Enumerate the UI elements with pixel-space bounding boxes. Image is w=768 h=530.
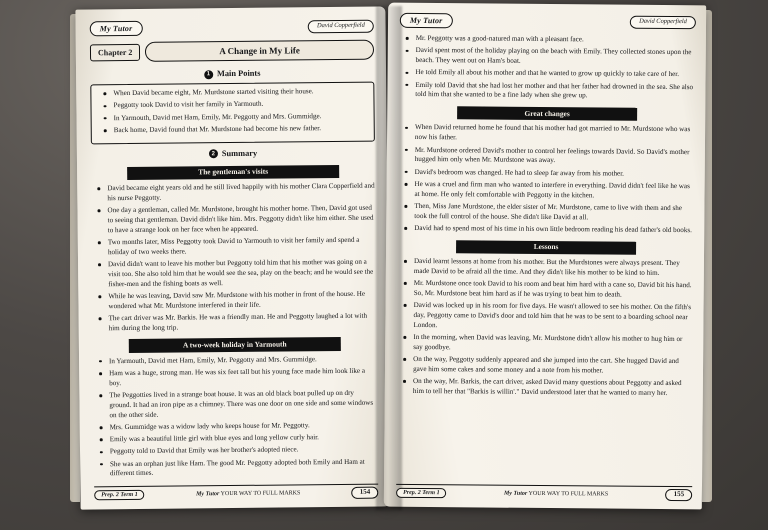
list-item: David didn't want to leave his mother but Peggotty told him that his mother was going on a visit too. She also told him that he would see the sea, play on the beach; and he would see the fisher-men and the fishing boats as well.	[102, 258, 376, 290]
chapter-header	[90, 40, 374, 63]
series-badge: Prep. 2 Term 1	[94, 490, 145, 501]
list-item: David's bedroom was changed. He had to sleep far away from his mother.	[409, 167, 695, 179]
list-item: Back home, David found that Mr. Murdstone had become his new father.	[108, 124, 368, 136]
list-item: Peggotty told to David that Emily was her brother's adopted niece.	[104, 445, 378, 457]
page-number: 155	[666, 489, 693, 501]
right-running-head	[400, 13, 696, 30]
list-item: On the way, Peggotty suddenly appeared and she jumped into the cart. She hugged David and gave him some cakes and some money and a note from his mother.	[407, 355, 693, 377]
great-changes-list	[398, 123, 695, 236]
list-item: One day a gentleman, called Mr. Murdstone, brought his mother home. Then, David got used to seeing that gentleman. David didn't like him. Mrs. Peggotty didn't like him either. She used to have a strange look on her face when he appeared.	[101, 204, 375, 236]
subsection-yarmouth-holiday: A two-week holiday in Yarmouth	[129, 337, 342, 352]
summary-heading	[91, 147, 375, 161]
list-item: In Yarmouth, David met Ham, Emily, Mr. Peggotty and Mrs. Gummidge.	[108, 111, 368, 123]
left-page	[90, 19, 379, 502]
footer-slogan-text: YOUR WAY TO FULL MARKS	[220, 490, 301, 498]
page-number: 154	[352, 487, 379, 499]
section-number-2: 2	[209, 150, 218, 159]
list-item: Emily was a beautiful little girl with blue eyes and long yellow curly hair.	[104, 433, 378, 445]
list-item: Ham was a huge, strong man. He was six feet tall but his young face made him look like a boy.	[103, 367, 377, 389]
subsection-great-changes: Great changes	[457, 107, 637, 122]
subsection-gentlemans-visits: The gentleman's visits	[127, 165, 340, 180]
list-item: Mrs. Gummidge was a widow lady who keeps house for Mr. Peggotty.	[104, 420, 378, 432]
list-item: She was an orphan just like Ham. The good Mr. Peggotty adopted both Emily and Ham at different times.	[104, 457, 378, 479]
list-item: He told Emily all about his mother and that he wanted to grow up quickly to take care of her.	[409, 68, 695, 80]
list-item: David learnt lessons at home from his mother. But the Murdstones were always present. They made David to be afraid all the time. And they didn't like his mother to be kind to him.	[408, 257, 694, 279]
chapter-number: Chapter 2	[90, 44, 140, 62]
list-item: David spent most of the holiday playing on the beach with Emily. They collected stones upon the beach. They went out on Ham's boat.	[409, 46, 695, 68]
main-points-heading	[90, 67, 374, 81]
list-item: Mr. Murdstone once took David to his room and beat him hard with a cane so, David bit his hand. So, Mr. Murdstone beat him hard as if he was trying to beat him to death.	[408, 279, 694, 301]
list-item: The Peggotties lived in a strange boat house. It was an old black boat pulled up on dry ground. It had an iron pipe as a chimney. There was one door on one side and some windows on the other side.	[103, 389, 377, 421]
list-item: When David returned home he found that his mother had got married to Mr. Murdstone who was now his father.	[409, 123, 695, 145]
yarmouth-holiday-list	[93, 354, 378, 479]
series-badge: Prep. 2 Term 1	[396, 488, 447, 499]
list-item: David was locked up in his room for five days. He wasn't allowed to see his mother. On the fifth's day, Peggotty came to David's door and told him that he was to be sent to a boarding school near London.	[407, 301, 693, 333]
list-item: When David became eight, Mr. Murdstone started visiting their house.	[107, 87, 367, 99]
left-running-head	[90, 19, 374, 37]
main-points-box	[90, 82, 375, 145]
list-item: Mr. Murdstone ordered David's mother to control her feelings towards David. So David's mother hugged him only when Mr. Murdstone was away.	[409, 145, 695, 167]
list-item: He was a cruel and firm man who wanted to interfere in everything. David didn't feel like he was at home. He only felt comfortable with Peggotty in the kitchen.	[408, 180, 694, 202]
list-item: The cart driver was Mr. Barkis. He was a friendly man. He and Peggotty laughed a lot with him during the long trip.	[103, 311, 377, 333]
intro-list	[399, 34, 696, 103]
section-number-1: 1	[204, 70, 213, 79]
footer-slogan-text: YOUR WAY TO FULL MARKS	[528, 490, 609, 498]
book-title-badge: David Copperfield	[308, 20, 374, 33]
footer-brand: My Tutor	[503, 490, 528, 497]
list-item: In Yarmouth, David met Ham, Emily, Mr. Peggotty and Mrs. Gummidge.	[103, 354, 377, 366]
list-item: Mr. Peggotty was a good-natured man with a pleasant face.	[410, 34, 696, 46]
lessons-list	[397, 257, 694, 399]
subsection-lessons: Lessons	[456, 240, 636, 255]
main-points-label: Main Points	[216, 69, 261, 79]
brand-logo: My Tutor	[90, 21, 143, 37]
right-page	[396, 13, 696, 501]
list-item: Peggotty took David to visit her family in Yarmouth.	[107, 99, 367, 111]
footer-brand: My Tutor	[196, 491, 220, 498]
book-title-badge: David Copperfield	[630, 16, 696, 29]
list-item: While he was leaving, David saw Mr. Murdstone with his mother in front of the house. He wondered what Mr. Murdstone interfered in their life.	[102, 289, 376, 311]
summary-label: Summary	[221, 148, 258, 159]
list-item: Then, Miss Jane Murdstone, the elder sister of Mr. Murdstone, came to live with them and she took the full control of the house. She didn't like David at all.	[408, 202, 694, 224]
gentlemans-visits-list	[91, 182, 376, 334]
list-item: In the morning, when David was leaving, Mr. Murdstone didn't allow his mother to hug him or say goodbye.	[407, 333, 693, 355]
main-points-list	[97, 87, 367, 136]
chapter-title: A Change in My Life	[145, 40, 374, 63]
right-page-footer	[396, 484, 692, 501]
left-page-footer	[94, 484, 378, 501]
footer-slogan	[504, 490, 608, 499]
list-item: Two months later, Miss Peggotty took David to Yarmouth to visit her family and spend a holiday of two weeks there.	[102, 236, 376, 258]
footer-slogan	[196, 489, 300, 498]
brand-logo: My Tutor	[400, 13, 453, 28]
list-item: Emily told David that she had lost her mother and that her father had drowned in the sea. She also told him that she wanted to be a fine lady when she grew up.	[409, 81, 695, 103]
list-item: David became eight years old and he still lived happily with his mother Clara Copperfield and his nurse Peggotty.	[101, 182, 375, 204]
list-item: David had to spend most of his time in his own little bedroom reading his dead father's old books.	[408, 224, 694, 236]
list-item: On the way, Mr. Barkis, the cart driver, asked David many questions about Peggotty and asked him to tell her that "Barkis is willin'." David understood later that he wanted to marry her.	[407, 377, 693, 399]
